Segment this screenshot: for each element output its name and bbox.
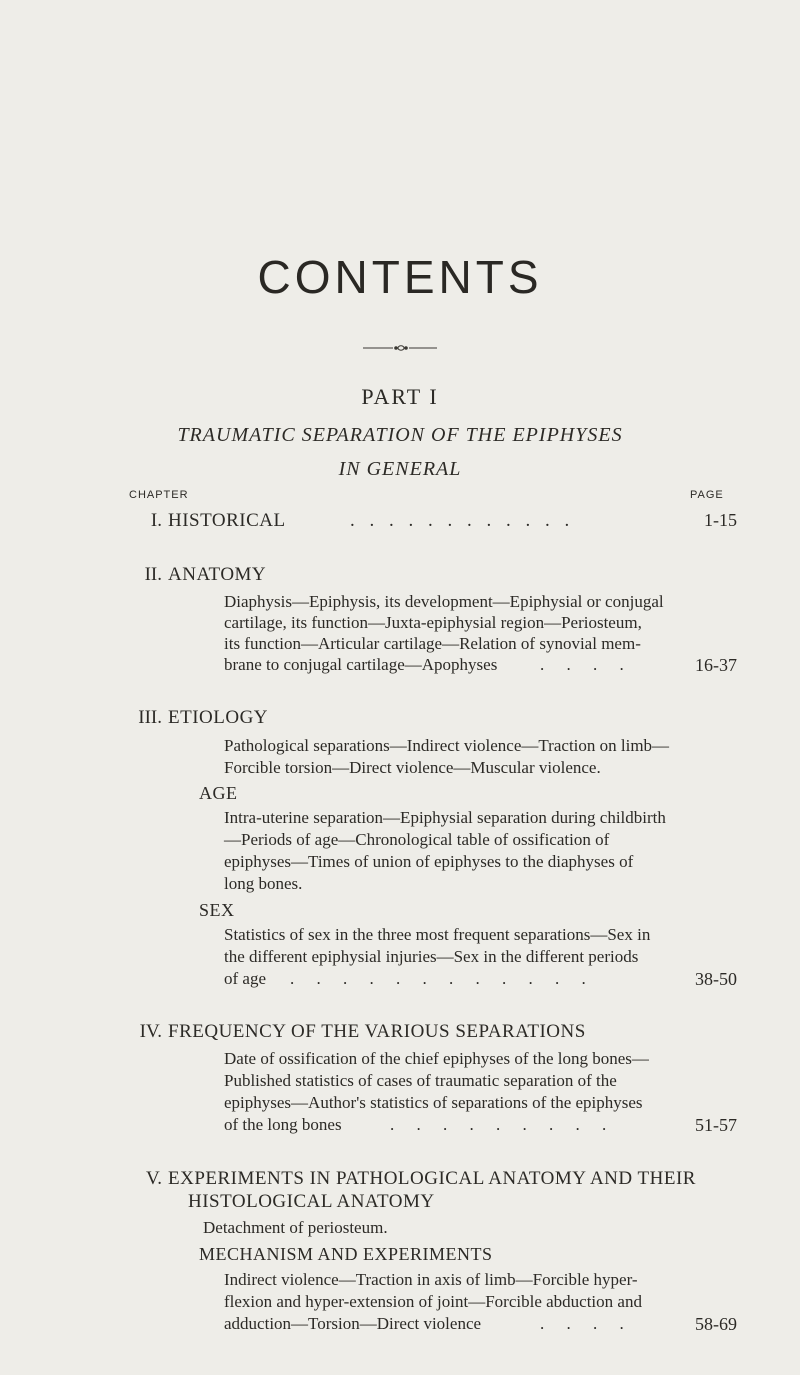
chapter-heading: ANATOMY: [168, 564, 267, 585]
leader-dots: . . . . . . . . . . . .: [350, 510, 575, 531]
divider-ornament-icon: [363, 343, 437, 353]
part-heading: PART I: [361, 384, 439, 409]
part-subtitle-line2: IN GENERAL: [338, 458, 462, 480]
part-subtitle-line1: TRAUMATIC SEPARATION OF THE EPIPHYSES: [177, 424, 623, 446]
page-range: 51-57: [695, 1115, 737, 1135]
description-line: of the long bones: [224, 1115, 342, 1134]
leader-dots: . . . . . . . . . . . .: [290, 969, 595, 988]
chapter-column-header: CHAPTER: [129, 489, 189, 501]
page-title: CONTENTS: [257, 251, 543, 303]
description-line: Statistics of sex in the three most frequent separations—Sex in: [224, 925, 651, 944]
description-line: —Periods of age—Chronological table of ossification of: [224, 830, 610, 849]
description-line: the different epiphysial injuries—Sex in the different periods: [224, 947, 639, 966]
chapter-number: III.: [138, 707, 162, 728]
description-line: epiphyses—Author's statistics of separations of the epiphyses: [224, 1093, 643, 1112]
leader-dots: . . . .: [540, 655, 633, 674]
chapter-number: I.: [150, 510, 162, 531]
description-line: of age: [224, 969, 267, 988]
page-column-header: PAGE: [690, 489, 724, 501]
chapter-heading: EXPERIMENTS IN PATHOLOGICAL ANATOMY AND THEIR: [168, 1168, 696, 1189]
chapter-heading: ETIOLOGY: [168, 707, 269, 728]
chapter-number: IV.: [139, 1021, 162, 1042]
description-line: cartilage, its function—Juxta-epiphysial region—Periosteum,: [224, 613, 642, 632]
chapter-heading: HISTORICAL: [168, 510, 286, 531]
chapter-number: II.: [144, 564, 162, 585]
page-range: 16-37: [695, 655, 737, 675]
chapter-heading: FREQUENCY OF THE VARIOUS SEPARATIONS: [168, 1021, 586, 1042]
section-subheading: MECHANISM AND EXPERIMENTS: [199, 1244, 493, 1264]
description-line: Date of ossification of the chief epiphyses of the long bones—: [224, 1049, 649, 1068]
description-line: its function—Articular cartilage—Relation of synovial mem-: [224, 634, 641, 653]
leader-dots: . . . .: [540, 1314, 633, 1333]
description-line: Indirect violence—Traction in axis of limb—Forcible hyper-: [224, 1270, 638, 1289]
page-range: 58-69: [695, 1314, 737, 1334]
description-line: flexion and hyper-extension of joint—Forcible abduction and: [224, 1292, 642, 1311]
leader-dots: . . . . . . . . .: [390, 1115, 616, 1134]
section-subheading: AGE: [199, 783, 238, 803]
page-range: 38-50: [695, 969, 737, 989]
description-line: Forcible torsion—Direct violence—Muscular violence.: [224, 758, 601, 777]
description-line: Diaphysis—Epiphysis, its development—Epiphysial or conjugal: [224, 592, 664, 611]
description-line: brane to conjugal cartilage—Apophyses: [224, 655, 498, 674]
description-line: Pathological separations—Indirect violence—Traction on limb—: [224, 736, 670, 755]
chapter-number: V.: [145, 1168, 162, 1189]
page-range: 1-15: [704, 510, 737, 530]
description-line: adduction—Torsion—Direct violence: [224, 1314, 482, 1333]
description-line: Detachment of periosteum.: [203, 1218, 388, 1237]
description-line: Intra-uterine separation—Epiphysial separation during childbirth: [224, 808, 666, 827]
description-line: long bones.: [224, 874, 303, 893]
section-subheading: SEX: [199, 900, 235, 920]
description-line: epiphyses—Times of union of epiphyses to the diaphyses of: [224, 852, 634, 871]
description-line: Published statistics of cases of traumatic separation of the: [224, 1071, 617, 1090]
chapter-heading-continued: HISTOLOGICAL ANATOMY: [188, 1191, 435, 1212]
